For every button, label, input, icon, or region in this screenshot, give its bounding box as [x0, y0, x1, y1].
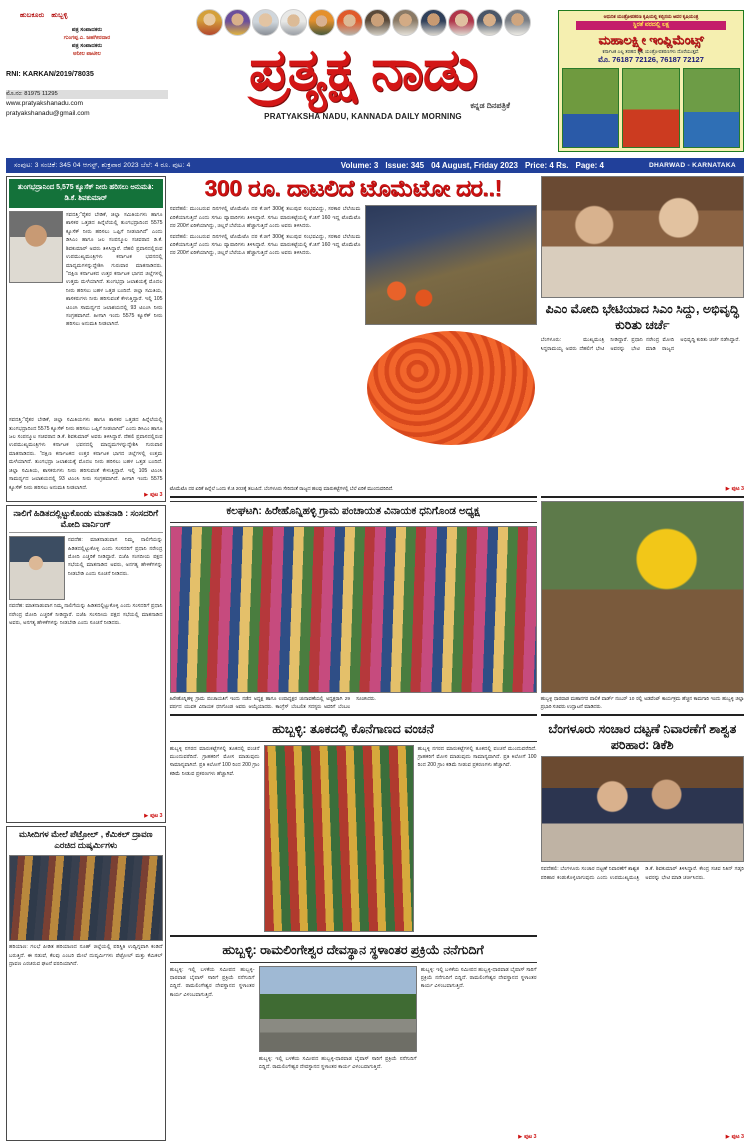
- leader-portraits: [196, 9, 531, 37]
- story-temple-continuation[interactable]: ▶ ಪುಟ 3: [421, 1134, 537, 1141]
- story-hubballi-weigh-body-cont: ಹುಬ್ಬಳ್ಳಿ ನಗರದ ಮಾರುಕಟ್ಟೆಗಳಲ್ಲಿ ತೂಕದಲ್ಲಿ ವಂಚನೆ ಮುಂದುವರೆದಿದೆ. ಗ್ರಾಹಕರಿಗೆ ಮೋಸ ಮಾಡುವುದು ಸಾಮಾನ್ಯವಾಗಿದೆ. ಪ್ರತಿ ಕಿಲೋಗೆ 100 ರಿಂದ 200 ಗ್ರಾಂ ಕಡಿಮೆ ನೀಡುವ ಪ್ರಕರಣಗಳು ಹೆಚ್ಚಾಗಿವೆ.: [417, 745, 537, 769]
- volume-label: Volume: 3: [340, 161, 379, 170]
- portrait-icon: [280, 9, 307, 36]
- story-modi-warning-photo: [9, 536, 65, 600]
- portrait-icon: [476, 9, 503, 36]
- story-kalaghatgi-caption: ಹಿರೇಹೊನ್ನಿಹಳ್ಳಿ ಗ್ರಾಮ ಪಂಚಾಯತಿಗೆ ಇಂದು ನಡೆದ ಅಧ್ಯಕ್ಷ ಹಾಗೂ ಉಪಾಧ್ಯಕ್ಷರ ಚುನಾವಣೆಯಲ್ಲಿ ಅಧ್ಯಕ್ಷರಾಗಿ 29 ವರ್ಷದ ಯುವಕ ವಿನಾಯಕ ಧನಿಗೊಂಡ ಅವರು ಆಯ್ಕೆಯಾದರು. ಕಾಂಗ್ರೆಸ್ ಬೆಂಬಲಿತ ಸದಸ್ಯರು ಅವರಿಗೆ ಬೆಂಬಲ ಸೂಚಿಸಿದರು.: [169, 697, 376, 710]
- city-label-2: ಹುಬ್ಬಳ್ಳಿ: [51, 12, 68, 19]
- story-tomato-body-cont: ನವದೆಹಲಿ: ಮುಂಬರುವ ದಿನಗಳಲ್ಲಿ ಟೊಮೆಟೊ ದರ ಕೆ.ಜಿಗೆ 300ಕ್ಕೆ ತಲುಪುವ ಸಂಭವವಿದ್ದು, ಸರಕಾರ ಬೆಲೆಯಿಮ ಏರಿಕೆಯಾಗುತ್ತಿದೆ ಎಂದು ಸಗಟು ವ್ಯಾಪಾರಿಗಳು ತಿಳಿಸಿದ್ದಾರೆ. ಸಗಟು ಮಾರುಕಟ್ಟೆಯಲ್ಲಿ ಕೆ.ಜಿಗೆ 160 ಇದ್ದ ಟೊಮೆಟೊ ದರ 200ಗೆ ಏರಿಕೆಯಾಗಿದ್ದು, ಚಿಲ್ಲರೆ ಬೆಲೆಯೂ ಹೆಚ್ಚಾಗುತ್ತಿದೆ ಎಂದು ಅವರು ತಿಳಿಸಿದರು.: [169, 233, 361, 257]
- contact-email[interactable]: pratyakshanadu@gmail.com: [6, 110, 90, 118]
- ad-product-image: [622, 68, 679, 148]
- issue-label: Issue: 345: [385, 161, 425, 170]
- contact-phone: ಮೊ.ನಂ: 81975 11295: [6, 90, 168, 99]
- date-bar: [6, 158, 744, 173]
- story-dks-water-body-cont: ಸವದತ್ತಿ:"ರೈತರ ಬೇಡಿಕೆ, ಜಿಲ್ಲಾ ಸಮಿತಿಯಗಳು ಹಾಗೂ ಶಾಸಕರ ಒತ್ತಡದ ಹಿನ್ನೆಲೆಯಲ್ಲಿ ತುಂಗಭದ್ರಾದಿಂದ 5575 ಕ್ಯೂಸೆಕ್ ನೀರು ಹರಿಸಲು ಒಪ್ಪಿಗೆ ನೀಡಲಾಗಿದೆ" ಎಂದು ಡಿಸಿಎಂ ಹಾಗೂ ಜಲ ಸಂಪನ್ಮೂಲ ಸಚಿವರಾದ ಡಿ.ಕೆ. ಶಿವಕುಮಾರ್ ಅವರು ತಿಳಿಸಿದ್ದಾರೆ. ದೆಹಲಿ ಪ್ರವಾಸದಲ್ಲಿರುವ ಉಪಮುಖ್ಯಮಂತ್ರಿಗಳು ಕರ್ನಾಟಕ ಭವನದಲ್ಲಿ ಮಾಧ್ಯಮಗಳನ್ನುದ್ದೇಶಿಸಿ ಗುರುವಾರ ಮಾತನಾಡಿದರು. "ದಕ್ಷಿಣ ಕರ್ನಾಟಕದ ಉತ್ತರ ಕರ್ನಾಟಕ ಭಾಗದ ಜಿಲ್ಲೆಗಳಲ್ಲಿ ಉತ್ತಮ ಮಳೆಯಾಗಿದೆ. ತುಂಗಭದ್ರಾ ಜಲಾಶಯಕ್ಕೆ ಮೊದಲ ನೀರು ಹರಿಸಲು ಬಹಳ ಒತ್ತಡ ಬಂದಿದೆ. ಜಿಲ್ಲಾ ಸಮಿತಿಯ, ಶಾಸಕರುಗಳು ನೀರು ಹರಿಸುವಂತೆ ಕೇಳುತ್ತಿದ್ದಾರೆ. ಇಲ್ಲಿ 105 ಟಿಎಂಸಿ ಸಾಮರ್ಥ್ಯದ ಜಲಾಶಯದಲ್ಲಿ 93 ಟಿಎಂಸಿ ನೀರು ಸಂಗ್ರಹವಾಗಿದೆ. ಹೀಗಾಗಿ ಇಂದು 5575 ಕ್ಯೂಸೆಕ್ ನೀರು ಹರಿಸಲು ಅನುಮತಿ ನೀಡಲಾಗಿದೆ.: [9, 417, 163, 491]
- editor-name-1: ಗುಂಗಪ್ಪ ಎ. ಜಹಗೀರದಾರ: [63, 35, 111, 42]
- masthead-center: [168, 4, 558, 156]
- editor-label-2: ಪತ್ರ ಸಂಪಾದಕರು: [71, 43, 103, 50]
- story-hubballi-weigh-body: ಹುಬ್ಬಳ್ಳಿ ನಗರದ ಮಾರುಕಟ್ಟೆಗಳಲ್ಲಿ ತೂಕದಲ್ಲಿ ವಂಚನೆ ಮುಂದುವರೆದಿದೆ. ಗ್ರಾಹಕರಿಗೆ ಮೋಸ ಮಾಡುವುದು ಸಾಮಾನ್ಯವಾಗಿದೆ. ಪ್ರತಿ ಕಿಲೋಗೆ 100 ರಿಂದ 200 ಗ್ರಾಂ ಕಡಿಮೆ ನೀಡುವ ಪ್ರಕರಣಗಳು ಹೆಚ್ಚಾಗಿವೆ.: [169, 745, 260, 777]
- ad-product-image: [683, 68, 740, 148]
- portrait-icon: [224, 9, 251, 36]
- story-bengaluru-traffic-headline: ಬೆಂಗಳೂರು ಸಂಚಾರ ದಟ್ಟಣೆ ನಿವಾರಣೆಗೆ ಶಾಶ್ವತ ಪರಿಹಾರ: ಡಿಕೆಶಿ: [548, 722, 737, 752]
- portrait-icon: [308, 9, 335, 36]
- editors-block: [6, 26, 168, 58]
- datebar-english: [341, 161, 736, 170]
- story-tomato-photo-crates: [365, 205, 537, 325]
- story-modi-cm-photo: [541, 176, 744, 298]
- masthead-advertisement[interactable]: [558, 10, 744, 152]
- story-temple-body: ಹುಬ್ಬಳ್ಳಿ: ಇಲ್ಲಿ ಬಳಕೆಯ ಸಮೀಪದ ಹುಬ್ಬಳ್ಳಿ-ಧಾರವಾಡ ಬೈಪಾಸ್ ಸಾರಿಗೆ ಪ್ರಕ್ರಿಯೆ ನನೆಗುದಿಗೆ ಬಿದ್ದಿದೆ. ರಾಮಲಿಂಗೇಶ್ವರ ದೇವಸ್ಥಾನದ ಸ್ಥಳಾಂತರ ಕಾರ್ಯ ವಿಳಂಬವಾಗುತ್ತಿದೆ.: [169, 966, 255, 998]
- story-dks-water-continuation[interactable]: ▶ ಪುಟ 3: [9, 492, 163, 499]
- content-grid: [6, 176, 744, 1141]
- tagline-english: PRATYAKSHA NADU, KANNADA DAILY MORNING: [264, 112, 462, 121]
- story-masjid-body: ಹರಿಯಾಣ: ಗಲಭೆ ಪೀಡಿತ ಹರಿಯಾಣದ ನೂಹ್ ಜಿಲ್ಲೆಯಲ್ಲಿ ಪರಿಸ್ಥಿತಿ ಉದ್ವಿಗ್ನವಾಗಿ ಕಂಡಿದೆ ಬರುತ್ತಿದೆ. ಈ ನಡುವೆ, ಕೆಲವು ಎಂಬರಿ ಮೇಲೆ ದುಷ್ಕರ್ಮಿಗಳು ಪೆಟ್ರೋಲ್ ಮತ್ತು ಕೆಮಿಕಲ್ ದ್ರಾವಣ ಎರಚಿರುವ ಘಟನೆ ವರದಿಯಾಗಿದೆ.: [9, 944, 163, 967]
- right-column: [541, 176, 744, 1141]
- story-temple-headline: ಹುಬ್ಬಳ್ಳಿ: ರಾಮಲಿಂಗೇಶ್ವರ ದೇವಸ್ಥಾನ ಸ್ಥಳಾಂತರ ಪ್ರಕ್ರಿಯೆ ನನೆಗುದಿಗೆ: [170, 940, 537, 963]
- ad-product-image: [562, 68, 619, 148]
- left-column: [6, 176, 166, 1141]
- editor-label-1: ಪತ್ರ ಸಂಪಾದಕರು: [71, 27, 103, 33]
- story-bengaluru-traffic-body: ನವದೆಹಲಿ: ಬೆಂಗಳೂರು ಸಂಚಾರ ದಟ್ಟಣೆ ನಿವಾರಣೆಗೆ ಶಾಶ್ವತ ಪರಿಹಾರ ಕಂಡುಕೊಳ್ಳಲಾಗುವುದು ಎಂದು ಉಪಮುಖ್ಯಮಂತ್ರಿ ಡಿ.ಕೆ. ಶಿವಕುಮಾರ್ ತಿಳಿಸಿದ್ದಾರೆ. ಕೇಂದ್ರ ಸಚಿವ ನಿತಿನ್ ಗಡ್ಕರಿ ಅವರನ್ನು ಭೇಟಿ ಮಾಡಿ ಚರ್ಚಿಸಿದರು.: [540, 866, 744, 881]
- city-label-1: ಹುಬಕೂರು: [20, 12, 45, 19]
- portrait-icon: [252, 9, 279, 36]
- ad-business-name: ಮಹಾಲಕ್ಷ್ಮೀ ಇಂಪ್ಲಿಮೆಂಟ್ಸ್: [598, 33, 704, 47]
- story-hubballi-weigh[interactable]: [170, 719, 537, 937]
- story-dks-water-body: ಸವದತ್ತಿ:"ರೈತರ ಬೇಡಿಕೆ, ಜಿಲ್ಲಾ ಸಮಿತಿಯಗಳು ಹಾಗೂ ಶಾಸಕರ ಒತ್ತಡದ ಹಿನ್ನೆಲೆಯಲ್ಲಿ ತುಂಗಭದ್ರಾದಿಂದ 5575 ಕ್ಯೂಸೆಕ್ ನೀರು ಹರಿಸಲು ಒಪ್ಪಿಗೆ ನೀಡಲಾಗಿದೆ" ಎಂದು ಡಿಸಿಎಂ ಹಾಗೂ ಜಲ ಸಂಪನ್ಮೂಲ ಸಚಿವರಾದ ಡಿ.ಕೆ. ಶಿವಕುಮಾರ್ ಅವರು ತಿಳಿಸಿದ್ದಾರೆ. ದೆಹಲಿ ಪ್ರವಾಸದಲ್ಲಿರುವ ಉಪಮುಖ್ಯಮಂತ್ರಿಗಳು ಕರ್ನಾಟಕ ಭವನದಲ್ಲಿ ಮಾಧ್ಯಮಗಳನ್ನುದ್ದೇಶಿಸಿ ಗುರುವಾರ ಮಾತನಾಡಿದರು. "ದಕ್ಷಿಣ ಕರ್ನಾಟಕದ ಉತ್ತರ ಕರ್ನಾಟಕ ಭಾಗದ ಜಿಲ್ಲೆಗಳಲ್ಲಿ ಉತ್ತಮ ಮಳೆಯಾಗಿದೆ. ತುಂಗಭದ್ರಾ ಜಲಾಶಯಕ್ಕೆ ಮೊದಲ ನೀರು ಹರಿಸಲು ಬಹಳ ಒತ್ತಡ ಬಂದಿದೆ. ಜಿಲ್ಲಾ ಸಮಿತಿಯ, ಶಾಸಕರುಗಳು ನೀರು ಹರಿಸುವಂತೆ ಕೇಳುತ್ತಿದ್ದಾರೆ. ಇಲ್ಲಿ 105 ಟಿಎಂಸಿ ಸಾಮರ್ಥ್ಯದ ಜಲಾಶಯದಲ್ಲಿ 93 ಟಿಎಂಸಿ ನೀರು ಸಂಗ್ರಹವಾಗಿದೆ. ಹೀಗಾಗಿ ಇಂದು 5575 ಕ್ಯೂಸೆಕ್ ನೀರು ಹರಿಸಲು ಅನುಮತಿ ನೀಡಲಾಗಿದೆ.: [66, 212, 163, 328]
- story-bengaluru-traffic-photo: [541, 756, 744, 862]
- date-label: 04 August, Friday 2023: [431, 161, 518, 170]
- story-temple[interactable]: [170, 940, 537, 1141]
- portrait-icon: [420, 9, 447, 36]
- story-tomato-body: ನವದೆಹಲಿ: ಮುಂಬರುವ ದಿನಗಳಲ್ಲಿ ಟೊಮೆಟೊ ದರ ಕೆ.ಜಿಗೆ 300ಕ್ಕೆ ತಲುಪುವ ಸಂಭವವಿದ್ದು, ಸರಕಾರ ಬೆಲೆಯಿಮ ಏರಿಕೆಯಾಗುತ್ತಿದೆ ಎಂದು ಸಗಟು ವ್ಯಾಪಾರಿಗಳು ತಿಳಿಸಿದ್ದಾರೆ. ಸಗಟು ಮಾರುಕಟ್ಟೆಯಲ್ಲಿ ಕೆ.ಜಿಗೆ 160 ಇದ್ದ ಟೊಮೆಟೊ ದರ 200ಗೆ ಏರಿಕೆಯಾಗಿದ್ದು, ಚಿಲ್ಲರೆ ಬೆಲೆಯೂ ಹೆಚ್ಚಾಗುತ್ತಿದೆ ಎಂದು ಅವರು ತಿಳಿಸಿದರು.: [169, 206, 361, 230]
- story-masjid-headline: ಮಸೀದಿಗಳ ಮೇಲೆ ಪೆಟ್ರೋಲ್ , ಕೆಮಿಕಲ್ ದ್ರಾವಣ ಎರಚಿದ ದುಷ್ಕರ್ಮಿಗಳು: [18, 829, 153, 851]
- story-bengaluru-traffic-continuation[interactable]: ▶ ಪುಟ 3: [541, 1134, 744, 1141]
- tagline-kannada: ಕನ್ನಡ ದಿನಪತ್ರಿಕೆ: [470, 101, 510, 110]
- story-modi-warning-headline: ನಾಲಿಗೆ ಹಿಡಿತದಲ್ಲಿಟ್ಟುಕೊಂಡು ಮಾತನಾಡಿ : ಸಂಸದರಿಗೆ ಮೋದಿ ವಾರ್ನಿಂಗ್: [9, 508, 163, 533]
- story-modi-cm[interactable]: [541, 176, 744, 498]
- story-masjid-photo: [9, 855, 163, 941]
- story-kalaghatgi[interactable]: [170, 501, 537, 716]
- story-jcb[interactable]: [541, 501, 744, 716]
- middle-column: [170, 176, 537, 1141]
- datebar-kannada: ಸಂಪುಟ: 3 ಸಂಚಿಕೆ: 345 04 ಆಗಸ್ಟ್, ಶುಕ್ರವಾರ 2023 ಬೆಲೆ: 4 ರೂ. ಪುಟ: 4: [14, 161, 191, 169]
- story-modi-warning-body: ನವದೆಹ: ಮಾತನಾಡುವಾಗ ನಿಮ್ಮ ನಾಲಿಗೆಯನ್ನು ಹಿಡಿತದಲ್ಲಿಟ್ಟುಕೊಳ್ಳಿ ಎಂದು ಸಂಸದರಿಗೆ ಪ್ರಧಾನಿ ನರೇಂದ್ರ ಮೋದಿ ಎಚ್ಚರಿಕೆ ನೀಡಿದ್ದಾರೆ. ಬಿಜೆಪಿ ಸಂಸದೀಯ ಪಕ್ಷದ ಸಭೆಯಲ್ಲಿ ಮಾತನಾಡಿದ ಅವರು, ಅನಗತ್ಯ ಹೇಳಿಕೆಗಳನ್ನು ನೀಡಬೇಡಿ ಎಂದು ಸೂಚನೆ ನೀಡಿದರು.: [68, 537, 163, 577]
- story-jcb-photo: [541, 501, 744, 693]
- masthead: [6, 4, 744, 156]
- story-masjid[interactable]: [6, 826, 166, 1141]
- ad-ribbon: ಸ್ಥಿರತೆ ವರದಲ್ಲಿ ಲಕ್ಷ: [576, 21, 726, 30]
- edition-cities: [20, 12, 168, 20]
- story-dks-water[interactable]: [6, 176, 166, 502]
- portrait-icon: [448, 9, 475, 36]
- rni-number: RNI: KARKAN/2019/78035: [6, 69, 94, 79]
- contact-block: [6, 90, 168, 118]
- ad-tagline: ಆಧುನಿಕ ಯಂತ್ರೋಪಕರಣ ಕೃಷಿಯಲ್ಲಿ ಕಬ್ಬಿನಯ ಅವರ ಕೃಷಿಯಂತ್ರ: [603, 14, 699, 19]
- story-modi-warning-body-cont: ನವದೆಹ: ಮಾತನಾಡುವಾಗ ನಿಮ್ಮ ನಾಲಿಗೆಯನ್ನು ಹಿಡಿತದಲ್ಲಿಟ್ಟುಕೊಳ್ಳಿ ಎಂದು ಸಂಸದರಿಗೆ ಪ್ರಧಾನಿ ನರೇಂದ್ರ ಮೋದಿ ಎಚ್ಚರಿಕೆ ನೀಡಿದ್ದಾರೆ. ಬಿಜೆಪಿ ಸಂಸದೀಯ ಪಕ್ಷದ ಸಭೆಯಲ್ಲಿ ಮಾತನಾಡಿದ ಅವರು, ಅನಗತ್ಯ ಹೇಳಿಕೆಗಳನ್ನು ನೀಡಬೇಡಿ ಎಂದು ಸೂಚನೆ ನೀಡಿದರು.: [9, 603, 163, 626]
- ad-description: ಕರ್ನಾಟಕ ಎಲ್ಲ ತರಹದ ಕೃಷಿ ಯಂತ್ರೋಪಕರಣಗಳು ದೊರೆಯುತ್ತವೆ.: [602, 49, 700, 54]
- story-kalaghatgi-photo: [170, 526, 537, 694]
- masthead-left-info: [6, 4, 168, 156]
- portrait-icon: [196, 9, 223, 36]
- contact-website[interactable]: www.pratyakshanadu.com: [6, 100, 83, 108]
- portrait-icon: [392, 9, 419, 36]
- story-dks-water-photo: [9, 211, 63, 283]
- story-tomato[interactable]: [170, 176, 537, 498]
- page-label: Page: 4: [575, 161, 604, 170]
- story-temple-body-mid: ಹುಬ್ಬಳ್ಳಿ: ಇಲ್ಲಿ ಬಳಕೆಯ ಸಮೀಪದ ಹುಬ್ಬಳ್ಳಿ-ಧಾರವಾಡ ಬೈಪಾಸ್ ಸಾರಿಗೆ ಪ್ರಕ್ರಿಯೆ ನನೆಗುದಿಗೆ ಬಿದ್ದಿದೆ. ರಾಮಲಿಂಗೇಶ್ವರ ದೇವಸ್ಥಾನದ ಸ್ಥಳಾಂತರ ಕಾರ್ಯ ವಿಳಂಬವಾಗುತ್ತಿದೆ.: [258, 1055, 417, 1071]
- price-label: Price: 4 Rs.: [524, 161, 569, 170]
- portrait-icon: [364, 9, 391, 36]
- newspaper-nameplate: ಪ್ರತ್ಯಕ್ಷ ನಾಡು: [248, 37, 478, 102]
- story-dks-water-headline: ತುಂಗಭದ್ರಾನಿಂದ 5,575 ಕ್ಯೂಸೆಕ್ ನೀರು ಹರಿಸಲು ಅನುಮತಿ: ಡಿ.ಕೆ. ಶಿವಕುಮಾರ್: [9, 179, 163, 208]
- story-modi-cm-headline: ಪಿಎಂ ಮೋದಿ ಭೇಟಿಯಾದ ಸಿಎಂ ಸಿದ್ದು, ಅಭಿವೃದ್ಧಿ ಕುರಿತು ಚರ್ಚೆ: [545, 302, 739, 332]
- story-temple-photo: [259, 966, 417, 1052]
- story-tomato-caption: ಟೊಮೆಟೊ ದರ ಏರಿಕೆ ಹಿನ್ನೆಲೆ ಒಂದು ಕೆ.ಜಿ 203ಕ್ಕೆ ತಲುಪಿದೆ. ಬೆಂಗಳೂರು ಸೇರಿದಂತೆ ರಾಜ್ಯದ ಹಲವು ಮಾರುಕಟ್ಟೆಗಳಲ್ಲಿ ಬೆಲೆ ಏರಿಕೆ ಮುಂದುವರಿದಿದೆ.: [169, 486, 394, 492]
- story-modi-warning-continuation[interactable]: ▶ ಪುಟ 3: [9, 813, 163, 820]
- story-modi-cm-body: ಬೆಂಗಳೂರು: ಮುಖ್ಯಮಂತ್ರಿ ಸಿದ್ದರಾಮಯ್ಯ ಅವರು ದೆಹಲಿಗೆ ಭೇಟಿ ನೀಡಿದ್ದಾರೆ. ಪ್ರಧಾನಿ ನರೇಂದ್ರ ಮೋದಿ ಅವರನ್ನು ಭೇಟಿ ಮಾಡಿ ರಾಜ್ಯದ ಅಭಿವೃದ್ಧಿ ಕುರಿತು ಚರ್ಚೆ ನಡೆಸಿದ್ದಾರೆ.: [540, 337, 740, 352]
- story-modi-cm-continuation[interactable]: ▶ ಪುಟ 3: [541, 486, 744, 493]
- portrait-icon: [504, 9, 531, 36]
- editor-name-2: ಅನೀಲ ಪಾಟೀಲ: [72, 51, 102, 58]
- portrait-icon: [336, 9, 363, 36]
- story-hubballi-weigh-headline: ಹುಬ್ಬಳ್ಳಿ: ತೂಕದಲ್ಲಿ ಕೊನೆಗಾಣದ ವಂಚನೆ: [170, 719, 537, 742]
- ad-product-images: [562, 68, 740, 148]
- story-hubballi-weigh-photo: [264, 745, 414, 932]
- story-bengaluru-traffic[interactable]: [541, 719, 744, 1141]
- story-temple-body-right: ಹುಬ್ಬಳ್ಳಿ: ಇಲ್ಲಿ ಬಳಕೆಯ ಸಮೀಪದ ಹುಬ್ಬಳ್ಳಿ-ಧಾರವಾಡ ಬೈಪಾಸ್ ಸಾರಿಗೆ ಪ್ರಕ್ರಿಯೆ ನನೆಗುದಿಗೆ ಬಿದ್ದಿದೆ. ರಾಮಲಿಂಗೇಶ್ವರ ದೇವಸ್ಥಾನದ ಸ್ಥಳಾಂತರ ಕಾರ್ಯ ವಿಳಂಬವಾಗುತ್ತಿದೆ.: [420, 966, 537, 990]
- location-label: DHARWAD - KARNATAKA: [648, 162, 736, 169]
- story-jcb-caption: ಹುಬ್ಬಳ್ಳಿ ಧಾರವಾಡ ಮಹಾನಗರ ಪಾಲಿಕೆ ವಾರ್ಡ್ ನಂಬರ್ 10 ರಲ್ಲಿ ಅಡವೆಂಟ್ ಕಾರ್ಯಕ್ರಮ ಹೆಚ್ಚಿನ ಕಾಮಗಾರಿ ಇಂದು ಹುಬ್ಬಳ್ಳಿ ಜಿಲ್ಲಾ ಪ್ರಭಾರಿ ಸಚಿವರು ಉದ್ಘಾಟನೆ ಮಾಡಿದರು.: [540, 697, 744, 710]
- story-modi-warning[interactable]: [6, 505, 166, 823]
- story-kalaghatgi-headline: ಕಲಘಟಗಿ: ಹಿರೇಹೊನ್ನಿಹಳ್ಳಿ ಗ್ರಾಮ ಪಂಚಾಯತ ವಿನಾಯಕ ಧನಿಗೊಂಡ ಅಧ್ಯಕ್ಷ: [170, 501, 537, 523]
- story-tomato-headline: 300 ರೂ. ದಾಟಲಿದೆ ಟೊಮೆಟೋ ದರ..!: [204, 175, 502, 201]
- story-tomato-photo-pile: [365, 329, 537, 447]
- ad-phone-numbers: ಮೊ. 76187 72126, 76187 72127: [598, 55, 704, 64]
